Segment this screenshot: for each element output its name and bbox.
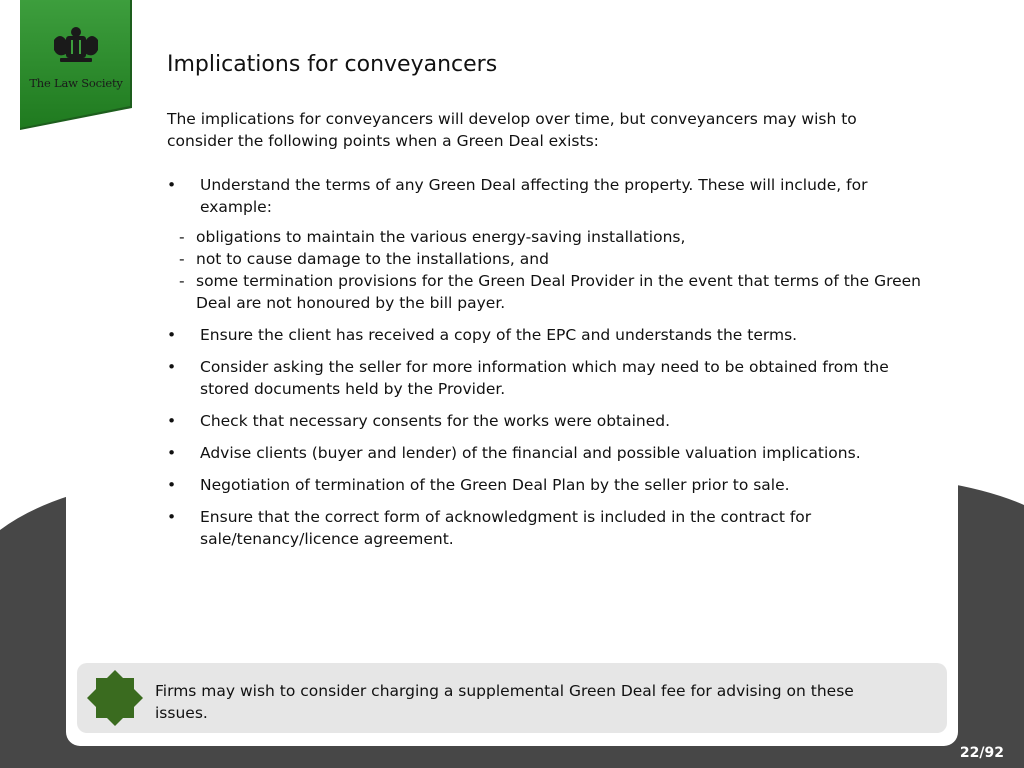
bullet-item bbox=[167, 410, 937, 432]
sub-text: obligations to maintain the various energy-saving installations, bbox=[196, 228, 686, 246]
bullet-dot: • bbox=[167, 358, 177, 376]
intro-paragraph: The implications for conveyancers will develop over time, but conveyancers may wish to consider the following points when a Green Deal exists: bbox=[167, 110, 857, 150]
bullet-dot: • bbox=[167, 326, 177, 344]
bullet-item bbox=[167, 474, 937, 496]
sub-list bbox=[179, 226, 937, 314]
bullet-dot: • bbox=[167, 476, 177, 494]
bullet-text: Ensure the client has received a copy of the EPC and understands the terms. bbox=[200, 326, 798, 344]
slide-title: Implications for conveyancers bbox=[167, 52, 498, 77]
bullet-dot: • bbox=[167, 412, 177, 430]
sub-text: some termination provisions for the Green Deal Provider in the event that terms of the Green Deal are not honoured by the bill payer. bbox=[196, 272, 922, 312]
bullet-item bbox=[167, 324, 937, 346]
bullet-item bbox=[167, 442, 937, 464]
law-society-logo bbox=[20, 0, 132, 130]
sub-item bbox=[179, 226, 937, 248]
bullet-item bbox=[167, 174, 937, 314]
note-text: Firms may wish to consider charging a supplemental Green Deal fee for advising on these issues. bbox=[155, 682, 854, 722]
sub-item bbox=[179, 248, 937, 270]
page-number: 22/92 bbox=[959, 745, 1004, 761]
bullet-item bbox=[167, 356, 937, 400]
bullet-dot: • bbox=[167, 176, 177, 194]
bullet-text: Negotiation of termination of the Green Deal Plan by the seller prior to sale. bbox=[200, 476, 790, 494]
bullet-text: Understand the terms of any Green Deal affecting the property. These will include, for example: bbox=[200, 176, 868, 216]
bullet-text: Consider asking the seller for more information which may need to be obtained from the stored documents held by the Provider. bbox=[200, 358, 889, 398]
sub-dash: - bbox=[179, 228, 185, 246]
bullet-text: Ensure that the correct form of acknowledgment is included in the contract for sale/tenancy/licence agreement. bbox=[200, 508, 812, 548]
sub-dash: - bbox=[179, 272, 185, 290]
bullet-text: Advise clients (buyer and lender) of the financial and possible valuation implications. bbox=[200, 444, 861, 462]
sub-text: not to cause damage to the installations, and bbox=[196, 250, 549, 268]
bullet-item bbox=[167, 506, 937, 550]
logo-text: The Law Society bbox=[29, 76, 123, 90]
sub-dash: - bbox=[179, 250, 185, 268]
bullet-list bbox=[167, 174, 937, 560]
sub-item bbox=[179, 270, 937, 314]
bullet-dot: • bbox=[167, 444, 177, 462]
star-icon bbox=[86, 669, 144, 727]
bullet-dot: • bbox=[167, 508, 177, 526]
bullet-text: Check that necessary consents for the works were obtained. bbox=[200, 412, 671, 430]
